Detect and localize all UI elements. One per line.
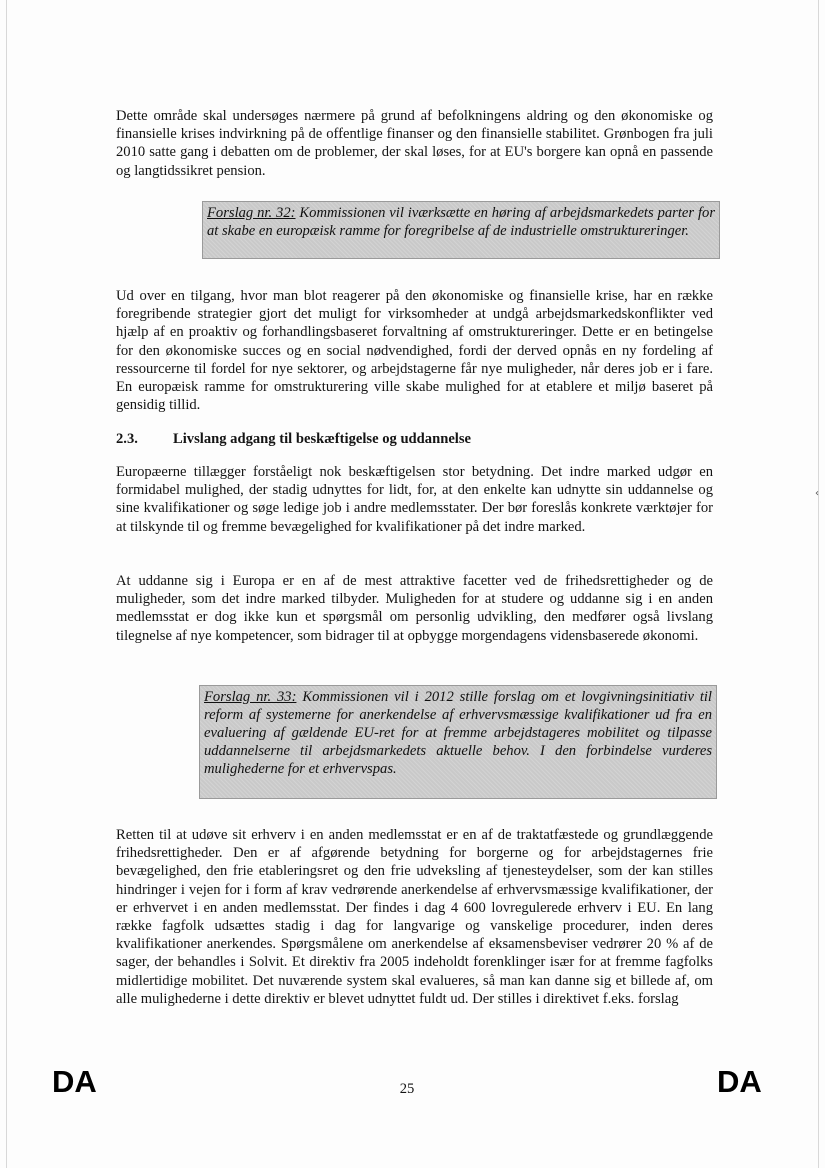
page-number: 25 — [399, 1081, 415, 1097]
proposal-32-reference: Forslag nr. 32: — [207, 205, 296, 221]
section-title: Livslang adgang til beskæftigelse og uddannelse — [173, 431, 472, 447]
paragraph-restructuring: Ud over en tilgang, hvor man blot reagerer på den økonomiske og finansielle krise, har en række foregribende strategier gjort det muligt for virksomheder at undgå arbejdsmarkedskonflikter ved hjælp af en proaktiv og forhandlingsbaseret forvaltning af omstruktureringer. Dette er en betingelse for den økonomiske succes og en social nødvendighed, fordi der derved opnås en ny fordeling af ressourcerne til fordel for nye sektorer, og arbejdstagerne får nye muligheder, når deres job er i fare. En europæisk ramme for omstrukturering ville skabe mulighed for at etablere et miljø baseret på gensidig tillid. — [116, 288, 713, 414]
proposal-box-33 — [199, 685, 717, 799]
proposal-box-32 — [202, 201, 720, 259]
page-edge-left — [6, 0, 7, 1168]
page-edge-right — [818, 0, 819, 1168]
paragraph-employment: Europæerne tillægger forståeligt nok beskæftigelsen stor betydning. Det indre marked udgør en formidabel mulighed, der stadig udnyttes for lidt, for, at den enkelte kan udnytte sin uddannelse og sine kvalifikationer og søge ledige job i andre medlemsstater. Der bør foreslås konkrete værktøjer for at tilskynde til og fremme bevægelighed for kvalifikationer på det indre marked. — [116, 464, 713, 535]
paragraph-profession-rights: Retten til at udøve sit erhverv i en anden medlemsstat er en af de traktatfæstede og grundlæggende frihedsrettigheder. Den er af afgørende betydning for borgerne og for arbejdstagernes frie bevægelighed, den frie etableringsret og den frie udveksling af tjenesteydelser, som der kan stilles hindringer i vejen for i form af krav vedrørende anerkendelse af erhvervsmæssige kvalifikationer, der er erhvervet i en anden medlemsstat. Der findes i dag 4 600 lovregulerede erhverv i EU. En lang række fagfolk udsættes stadig i dag for langvarige og vanskelige procedurer, inden deres kvalifikationer anerkendes. Spørgsmålene om anerkendelse af eksamensbeviser vedrører 20 % af de sager, der behandles i Solvit. Et direktiv fra 2005 indeholdt forenklinger især for at fremme fagfolks midlertidige mobilitet. Det nuværende system skal evalueres, så man kan danne sig et billede af, om alle mulighederne i dette direktiv er blevet udnyttet fuldt ud. Der stilles i direktivet f.eks. forslag — [116, 827, 713, 1007]
proposal-33-reference: Forslag nr. 33: — [204, 689, 297, 705]
paragraph-education: At uddanne sig i Europa er en af de mest attraktive facetter ved de frihedsrettigheder og de muligheder, som det indre marked tilbyder. Muligheden for at studere og uddanne sig i en anden medlemsstat er dog ikke kun et spørgsmål om personlig udvikling, den medfører også livslang tilegnelse af nye kompetencer, som bidrager til at opbygge morgendagens vidensbaserede økonomi. — [116, 573, 713, 644]
paragraph-pension: Dette område skal undersøges nærmere på grund af befolkningens aldring og den økonomiske og finansielle krises indvirkning på de offentlige finanser og den finansielle stabilitet. Grønbogen fra juli 2010 satte gang i debatten om de problemer, der skal løses, for at EU's borgere kan opnå en passende og langtidssikret pension. — [116, 108, 713, 179]
section-number: 2.3. — [116, 431, 138, 447]
proposal-32-text: Kommissionen vil iværksætte en høring af arbejdsmarkedets parter for at skabe en europæisk ramme for foregribelse af de industrielle omstruktureringer. — [207, 205, 715, 239]
language-code-left: DA — [52, 1064, 97, 1099]
language-code-right: DA — [717, 1064, 762, 1099]
margin-mark: ‹ — [815, 488, 819, 499]
proposal-33-text: Kommissionen vil i 2012 stille forslag om et lovgivningsinitiativ til reform af systemerne for anerkendelse af erhvervsmæssige kvalifikationer ud fra en evaluering af gældende EU-ret for at fremme arbejdstageres mobilitet og tilpasse uddannelserne til arbejdsmarkedets aktuelle behov. I den forbindelse vurderes mulighederne for et erhvervspas. — [204, 689, 712, 777]
section-heading — [116, 430, 713, 448]
